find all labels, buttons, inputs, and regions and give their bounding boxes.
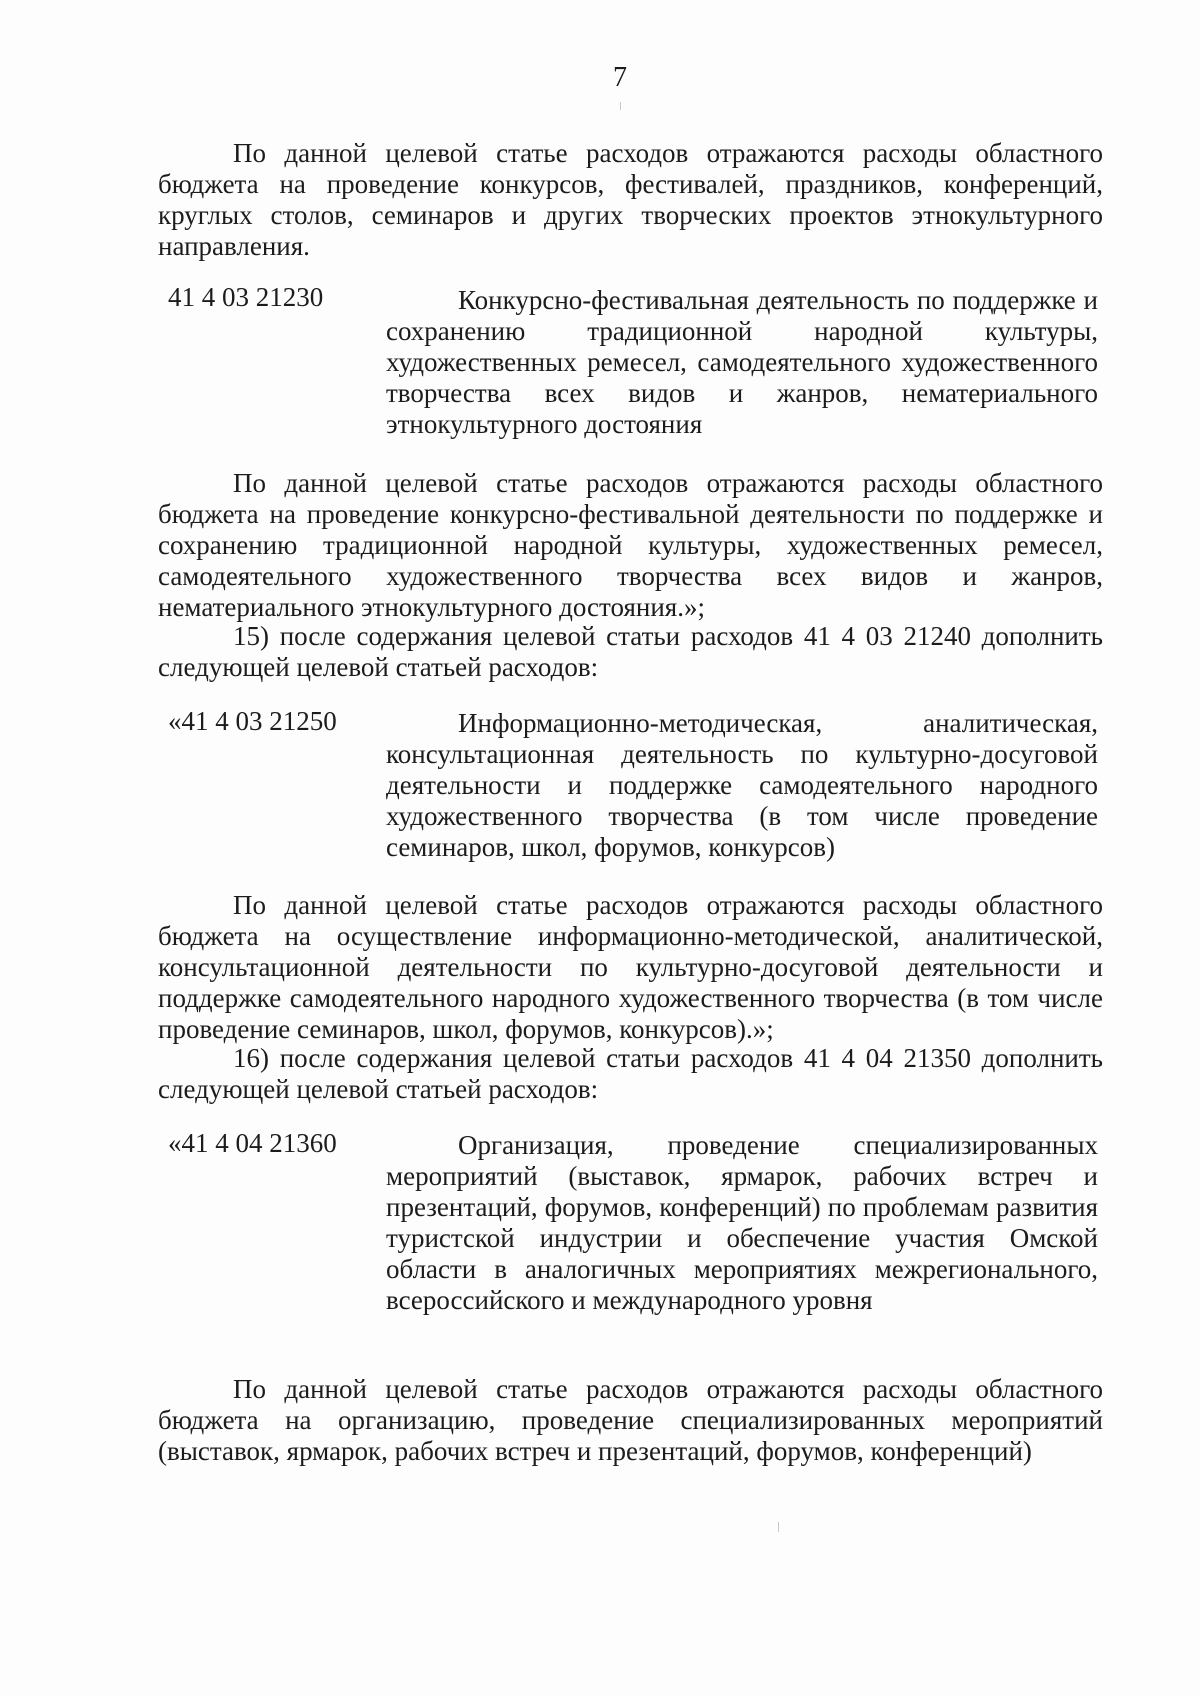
paragraph-2: По данной целевой статье расходов отражаются расходы областного бюджета на проведение конкурсно-фестивальной деятельности по поддержке и сохранению традиционной народной культуры, художественных ремесел, самодеятельного художественного творчества всех видов и жанров, нематериального этнокультурного достояния.»; — [158, 468, 1103, 622]
paragraph-5: 16) после содержания целевой статьи расходов 41 4 04 21350 дополнить следующей целевой статьей расходов: — [158, 1043, 1103, 1104]
paragraph-3: 15) после содержания целевой статьи расходов 41 4 03 21240 дополнить следующей целевой статьей расходов: — [158, 621, 1103, 682]
budget-code-2: «41 4 03 21250 — [168, 706, 337, 736]
budget-description-1: Конкурсно-фестивальная деятельность по поддержке и сохранению традиционной народной культуры, художественных ремесел, самодеятельного художественного творчества всех видов и жанров, нематериального этнокультурного достояния — [386, 285, 1098, 439]
scan-artifact — [778, 1522, 779, 1532]
budget-code-1: 41 4 03 21230 — [168, 282, 324, 312]
budget-description-2: Информационно-методическая, аналитическая, консультационная деятельность по культурно-досуговой деятельности и поддержке самодеятельного народного художественного творчества (в том числе проведение семинаров, школ, форумов, конкурсов) — [386, 708, 1098, 862]
paragraph-1: По данной целевой статье расходов отражаются расходы областного бюджета на проведение конкурсов, фестивалей, праздников, конференций, круглых столов, семинаров и других творческих проектов этнокультурного направления. — [158, 138, 1103, 261]
paragraph-4: По данной целевой статье расходов отражаются расходы областного бюджета на осуществление информационно-методической, аналитической, консультационной деятельности по культурно-досуговой деятельности и поддержке самодеятельного народного художественного творчества (в том числе проведение семинаров, школ, форумов, конкурсов).»; — [158, 890, 1103, 1044]
paragraph-6: По данной целевой статье расходов отражаются расходы областного бюджета на организацию, проведение специализированных мероприятий (выставок, ярмарок, рабочих встреч и презентаций, форумов, конференций) — [158, 1374, 1103, 1466]
page-number: 7 — [613, 62, 627, 93]
budget-description-3: Организация, проведение специализированных мероприятий (выставок, ярмарок, рабочих встреч и презентаций, форумов, конференций) по проблемам развития туристской индустрии и обеспечение участия Омской области в аналогичных мероприятиях межрегионального, всероссийского и международного уровня — [386, 1130, 1098, 1315]
budget-code-3: «41 4 04 21360 — [168, 1128, 337, 1158]
scan-artifact — [620, 102, 621, 110]
